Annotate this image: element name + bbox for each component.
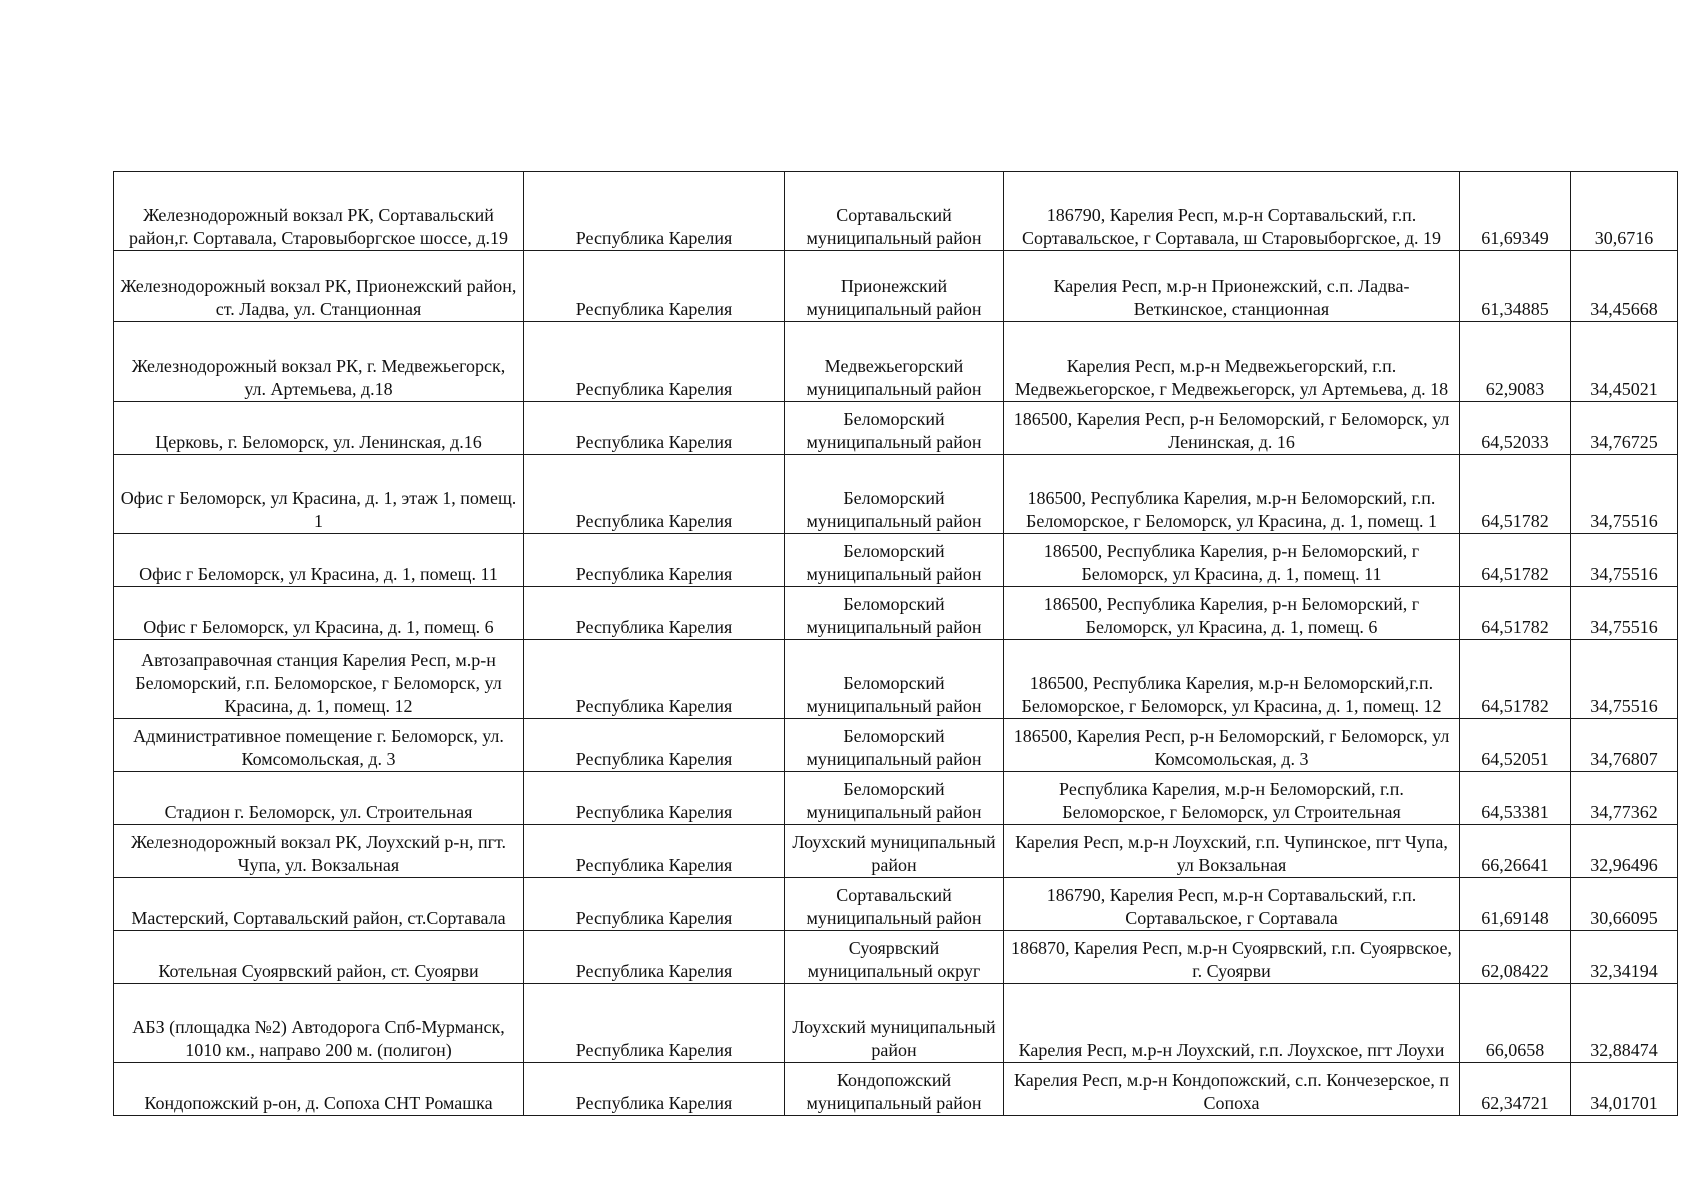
object-name-cell: Церковь, г. Беломорск, ул. Ленинская, д.16	[114, 402, 524, 455]
object-name-cell: Административное помещение г. Беломорск, ул. Комсомольская, д. 3	[114, 719, 524, 772]
region-cell: Республика Карелия	[524, 640, 785, 719]
address-cell: 186790, Карелия Респ, м.р-н Сортавальский, г.п. Сортавальское, г Сортавала	[1004, 878, 1460, 931]
table-row	[114, 322, 1678, 402]
district-cell: Беломорский муниципальный район	[785, 719, 1004, 772]
address-cell: 186870, Карелия Респ, м.р-н Суоярвский, г.п. Суоярвское, г. Суоярви	[1004, 931, 1460, 984]
latitude-cell: 61,34885	[1460, 251, 1571, 322]
region-cell: Республика Карелия	[524, 719, 785, 772]
address-cell: Карелия Респ, м.р-н Медвежьегорский, г.п. Медвежьегорское, г Медвежьегорск, ул Артемьева, д. 18	[1004, 322, 1460, 402]
longitude-cell: 34,75516	[1571, 587, 1678, 640]
district-cell: Прионежский муниципальный район	[785, 251, 1004, 322]
table-row	[114, 1063, 1678, 1116]
latitude-cell: 64,51782	[1460, 455, 1571, 534]
latitude-cell: 64,53381	[1460, 772, 1571, 825]
address-cell: 186500, Республика Карелия, м.р-н Беломорский, г.п. Беломорское, г Беломорск, ул Красина, д. 1, помещ. 1	[1004, 455, 1460, 534]
table-row	[114, 172, 1678, 251]
latitude-cell: 64,51782	[1460, 534, 1571, 587]
region-cell: Республика Карелия	[524, 772, 785, 825]
table-row	[114, 878, 1678, 931]
longitude-cell: 34,77362	[1571, 772, 1678, 825]
table-row	[114, 587, 1678, 640]
region-cell: Республика Карелия	[524, 878, 785, 931]
address-cell: 186500, Карелия Респ, р-н Беломорский, г Беломорск, ул Ленинская, д. 16	[1004, 402, 1460, 455]
region-cell: Республика Карелия	[524, 402, 785, 455]
object-name-cell: Офис г Беломорск, ул Красина, д. 1, помещ. 6	[114, 587, 524, 640]
address-cell: 186500, Республика Карелия, р-н Беломорский, г Беломорск, ул Красина, д. 1, помещ. 6	[1004, 587, 1460, 640]
latitude-cell: 64,51782	[1460, 587, 1571, 640]
object-name-cell: Железнодорожный вокзал РК, Прионежский район, ст. Ладва, ул. Станционная	[114, 251, 524, 322]
district-cell: Беломорский муниципальный район	[785, 640, 1004, 719]
district-cell: Суоярвский муниципальный округ	[785, 931, 1004, 984]
object-name-cell: Котельная Суоярвский район, ст. Суоярви	[114, 931, 524, 984]
table-row	[114, 251, 1678, 322]
latitude-cell: 66,0658	[1460, 984, 1571, 1063]
address-cell: Карелия Респ, м.р-н Лоухский, г.п. Лоухское, пгт Лоухи	[1004, 984, 1460, 1063]
address-cell: Карелия Респ, м.р-н Кондопожский, с.п. Кончезерское, п Сопоха	[1004, 1063, 1460, 1116]
table-row	[114, 931, 1678, 984]
object-name-cell: Кондопожский р-он, д. Сопоха СНТ Ромашка	[114, 1063, 524, 1116]
latitude-cell: 64,52033	[1460, 402, 1571, 455]
district-cell: Беломорский муниципальный район	[785, 455, 1004, 534]
address-cell: 186790, Карелия Респ, м.р-н Сортавальский, г.п. Сортавальское, г Сортавала, ш Старовыборгское, д. 19	[1004, 172, 1460, 251]
longitude-cell: 34,45021	[1571, 322, 1678, 402]
locations-table	[113, 171, 1678, 1116]
latitude-cell: 62,9083	[1460, 322, 1571, 402]
region-cell: Республика Карелия	[524, 587, 785, 640]
district-cell: Беломорский муниципальный район	[785, 402, 1004, 455]
table-row	[114, 402, 1678, 455]
address-cell: Карелия Респ, м.р-н Прионежский, с.п. Ладва-Веткинское, станционная	[1004, 251, 1460, 322]
latitude-cell: 64,51782	[1460, 640, 1571, 719]
region-cell: Республика Карелия	[524, 984, 785, 1063]
address-cell: 186500, Карелия Респ, р-н Беломорский, г Беломорск, ул Комсомольская, д. 3	[1004, 719, 1460, 772]
region-cell: Республика Карелия	[524, 1063, 785, 1116]
region-cell: Республика Карелия	[524, 534, 785, 587]
latitude-cell: 66,26641	[1460, 825, 1571, 878]
district-cell: Лоухский муниципальный район	[785, 825, 1004, 878]
district-cell: Беломорский муниципальный район	[785, 772, 1004, 825]
table-row	[114, 455, 1678, 534]
longitude-cell: 34,75516	[1571, 534, 1678, 587]
longitude-cell: 34,75516	[1571, 455, 1678, 534]
longitude-cell: 34,75516	[1571, 640, 1678, 719]
district-cell: Кондопожский муниципальный район	[785, 1063, 1004, 1116]
longitude-cell: 34,01701	[1571, 1063, 1678, 1116]
table-row	[114, 640, 1678, 719]
table-row	[114, 772, 1678, 825]
object-name-cell: АБЗ (площадка №2) Автодорога Спб-Мурманск, 1010 км., направо 200 м. (полигон)	[114, 984, 524, 1063]
longitude-cell: 32,96496	[1571, 825, 1678, 878]
object-name-cell: Автозаправочная станция Карелия Респ, м.р-н Беломорский, г.п. Беломорское, г Беломорск, ул Красина, д. 1, помещ. 12	[114, 640, 524, 719]
table-row	[114, 719, 1678, 772]
latitude-cell: 64,52051	[1460, 719, 1571, 772]
longitude-cell: 32,88474	[1571, 984, 1678, 1063]
object-name-cell: Офис г Беломорск, ул Красина, д. 1, помещ. 11	[114, 534, 524, 587]
longitude-cell: 30,6716	[1571, 172, 1678, 251]
longitude-cell: 32,34194	[1571, 931, 1678, 984]
district-cell: Сортавальский муниципальный район	[785, 878, 1004, 931]
address-cell: 186500, Республика Карелия, р-н Беломорский, г Беломорск, ул Красина, д. 1, помещ. 11	[1004, 534, 1460, 587]
address-cell: 186500, Республика Карелия, м.р-н Беломорский,г.п. Беломорское, г Беломорск, ул Красина, д. 1, помещ. 12	[1004, 640, 1460, 719]
district-cell: Лоухский муниципальный район	[785, 984, 1004, 1063]
table-row	[114, 825, 1678, 878]
longitude-cell: 34,76807	[1571, 719, 1678, 772]
longitude-cell: 30,66095	[1571, 878, 1678, 931]
region-cell: Республика Карелия	[524, 455, 785, 534]
latitude-cell: 62,34721	[1460, 1063, 1571, 1116]
table-row	[114, 984, 1678, 1063]
region-cell: Республика Карелия	[524, 322, 785, 402]
object-name-cell: Железнодорожный вокзал РК, Сортавальский район,г. Сортавала, Старовыборгское шоссе, д.19	[114, 172, 524, 251]
longitude-cell: 34,76725	[1571, 402, 1678, 455]
district-cell: Медвежьегорский муниципальный район	[785, 322, 1004, 402]
object-name-cell: Железнодорожный вокзал РК, г. Медвежьегорск, ул. Артемьева, д.18	[114, 322, 524, 402]
object-name-cell: Стадион г. Беломорск, ул. Строительная	[114, 772, 524, 825]
object-name-cell: Офис г Беломорск, ул Красина, д. 1, этаж 1, помещ. 1	[114, 455, 524, 534]
latitude-cell: 61,69349	[1460, 172, 1571, 251]
table-row	[114, 534, 1678, 587]
object-name-cell: Мастерский, Сортавальский район, ст.Сортавала	[114, 878, 524, 931]
address-cell: Карелия Респ, м.р-н Лоухский, г.п. Чупинское, пгт Чупа, ул Вокзальная	[1004, 825, 1460, 878]
district-cell: Беломорский муниципальный район	[785, 587, 1004, 640]
latitude-cell: 61,69148	[1460, 878, 1571, 931]
address-cell: Республика Карелия, м.р-н Беломорский, г.п. Беломорское, г Беломорск, ул Строительная	[1004, 772, 1460, 825]
latitude-cell: 62,08422	[1460, 931, 1571, 984]
region-cell: Республика Карелия	[524, 172, 785, 251]
region-cell: Республика Карелия	[524, 931, 785, 984]
district-cell: Сортавальский муниципальный район	[785, 172, 1004, 251]
region-cell: Республика Карелия	[524, 825, 785, 878]
district-cell: Беломорский муниципальный район	[785, 534, 1004, 587]
longitude-cell: 34,45668	[1571, 251, 1678, 322]
object-name-cell: Железнодорожный вокзал РК, Лоухский р-н, пгт. Чупа, ул. Вокзальная	[114, 825, 524, 878]
region-cell: Республика Карелия	[524, 251, 785, 322]
